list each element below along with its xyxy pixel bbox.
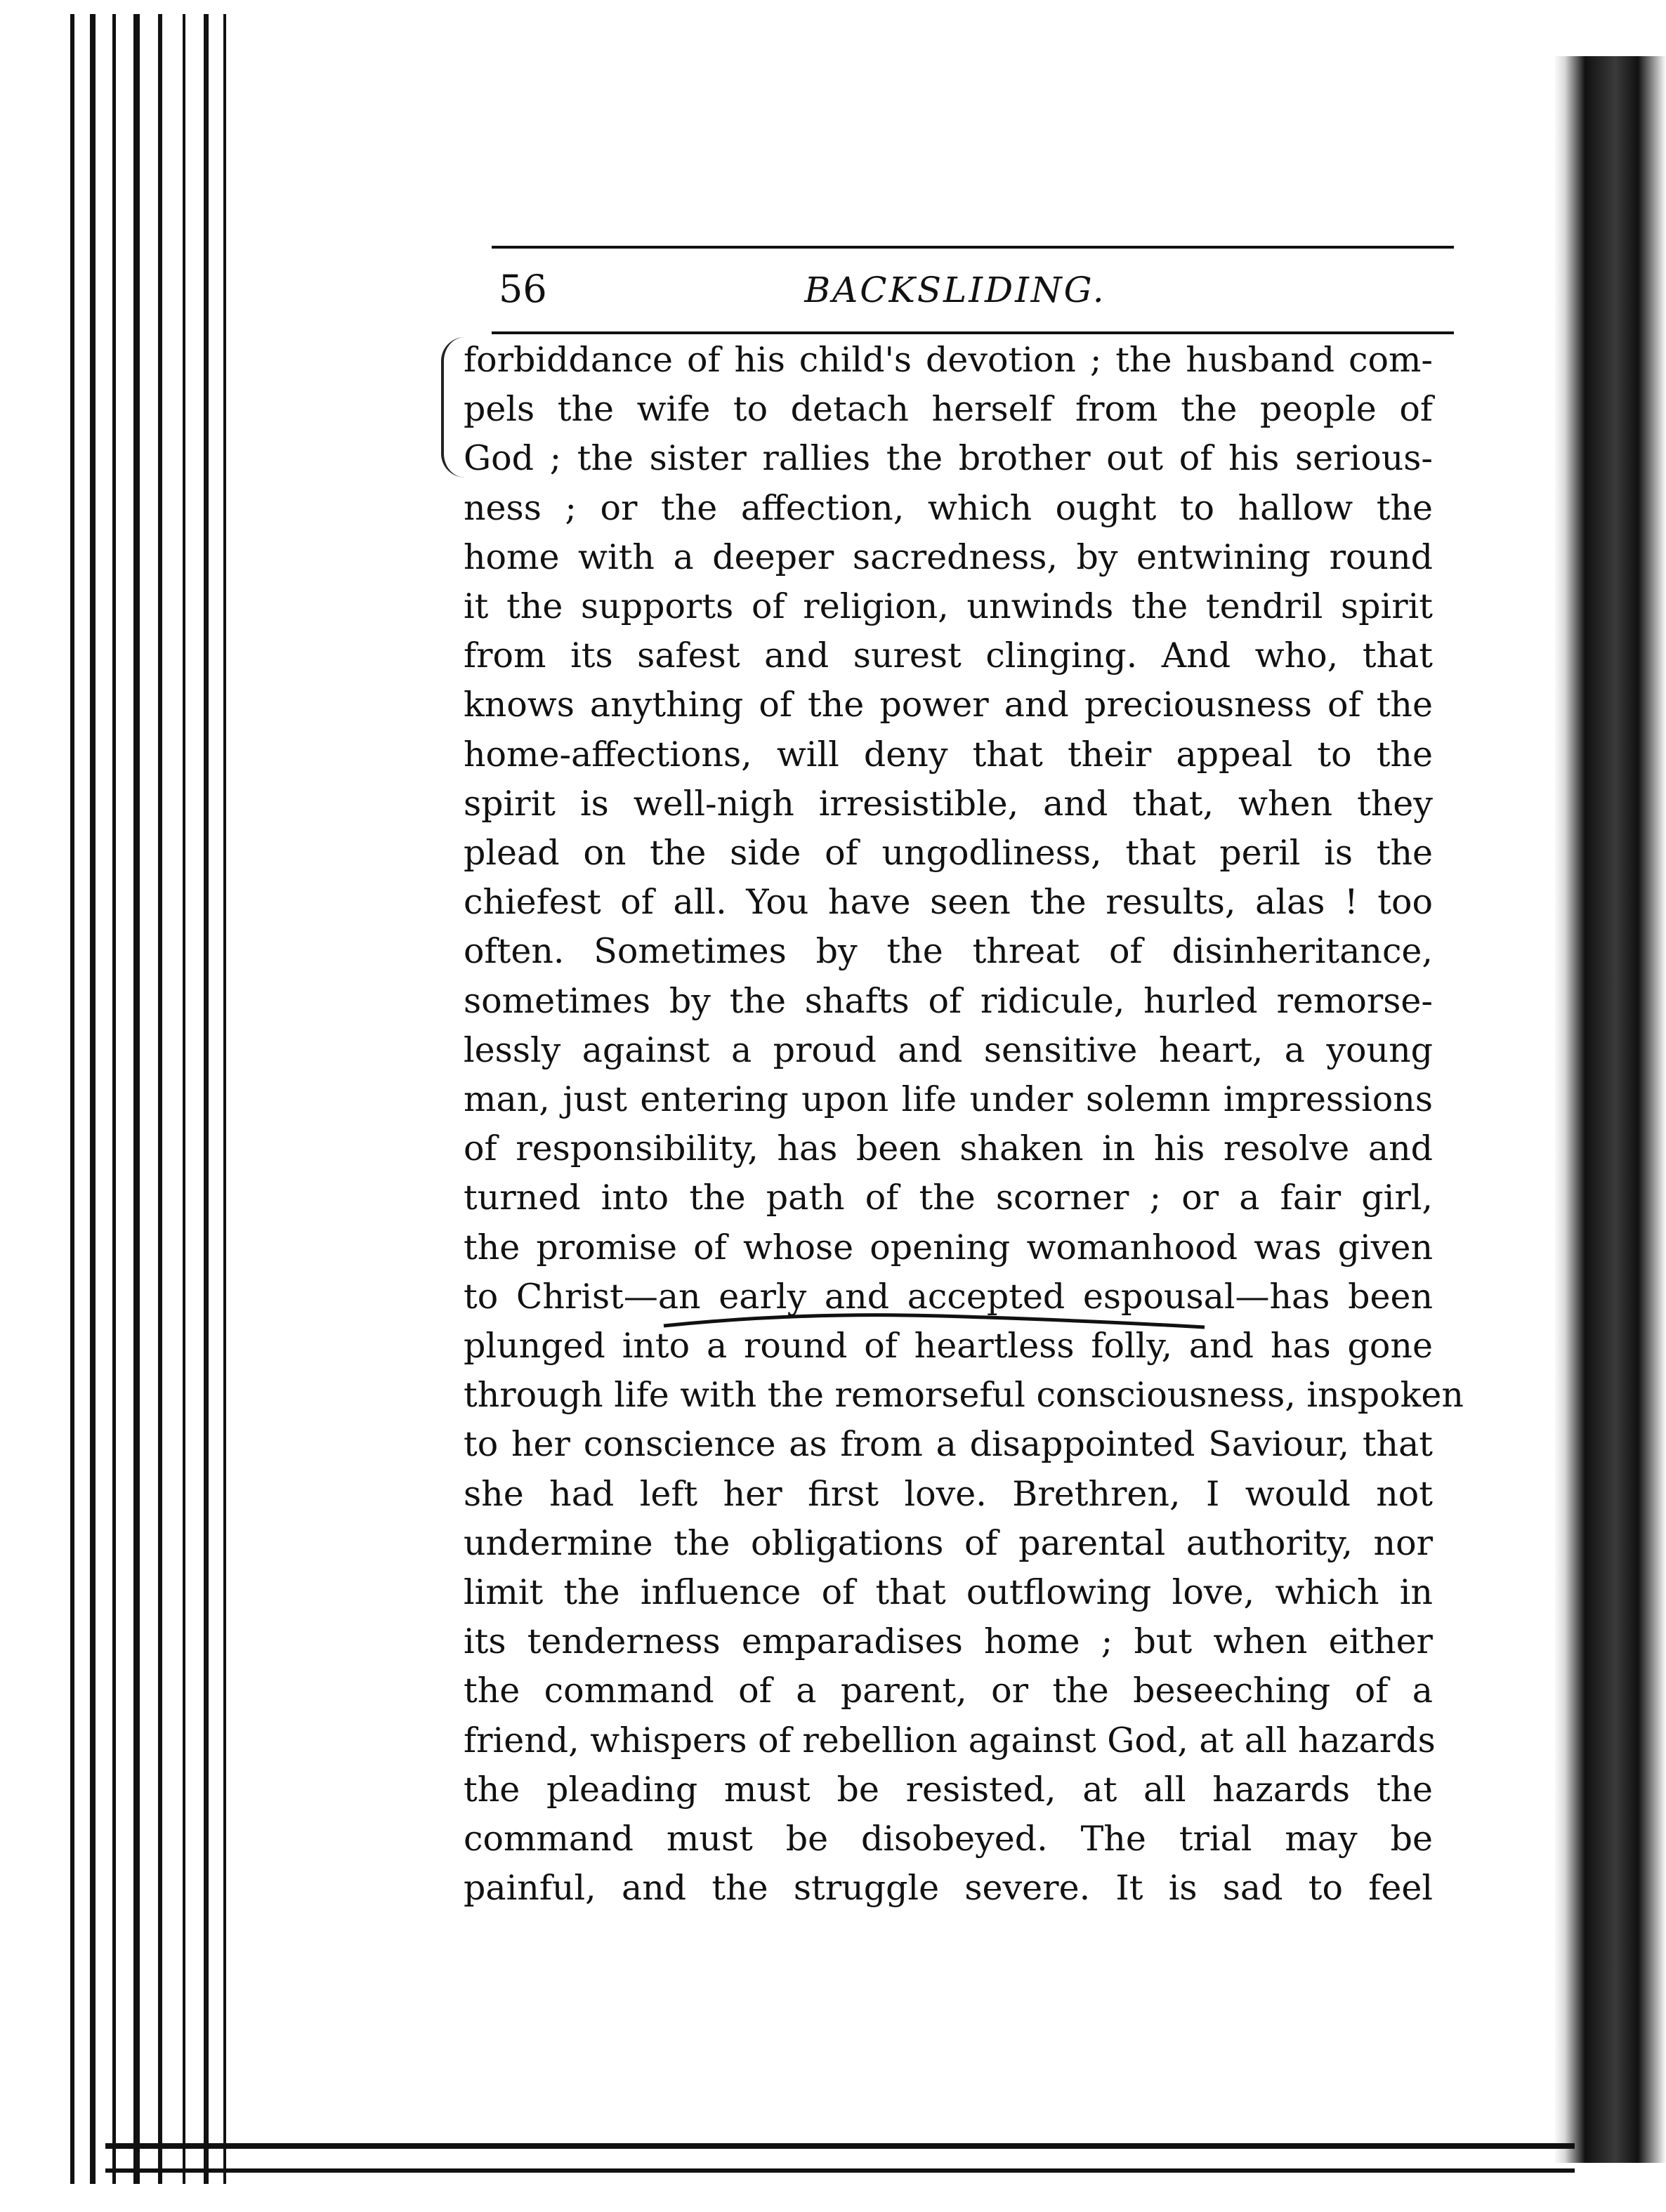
text-line: to Christ—an early and accepted espousal—has been xyxy=(464,1276,1433,1317)
running-title: BACKSLIDING. xyxy=(804,270,1106,310)
text-line: plunged into a round of heartless folly, and has gone xyxy=(464,1326,1433,1367)
text-line: home with a deeper sacredness, by entwining round xyxy=(464,536,1433,577)
text-line: often. Sometimes by the threat of disinheritance, xyxy=(464,931,1433,972)
text-line: from its safest and surest clinging. And who, that xyxy=(464,636,1433,676)
text-line: limit the influence of that outflowing love, which in xyxy=(464,1572,1433,1613)
text-line: it the supports of religion, unwinds the tendril spirit xyxy=(464,586,1433,627)
text-line: chiefest of all. You have seen the results, alas ! too xyxy=(464,882,1433,923)
text-line: the command of a parent, or the beseeching of a xyxy=(464,1671,1433,1711)
text-line: friend, whispers of rebellion against God, at all hazards xyxy=(464,1720,1436,1760)
text-line: lessly against a proud and sensitive heart, a young xyxy=(464,1029,1433,1070)
text-line: she had left her first love. Brethren, I would not xyxy=(464,1473,1433,1514)
page-header xyxy=(478,267,1433,330)
margin-bracket-mark xyxy=(441,337,465,478)
text-line: knows anything of the power and preciousness of the xyxy=(464,685,1433,725)
text-line: turned into the path of the scorner ; or a fair girl, xyxy=(464,1178,1433,1218)
bottom-page-edge xyxy=(105,2143,1575,2173)
text-line: ness ; or the affection, which ought to hallow the xyxy=(464,487,1433,528)
text-line: man, just entering upon life under solemn impressions xyxy=(464,1079,1433,1120)
text-line: pels the wife to detach herself from the people of xyxy=(464,389,1433,430)
page-edges xyxy=(70,0,232,2212)
text-line: through life with the remorseful consciousness, inspoken xyxy=(464,1375,1464,1416)
header-rule xyxy=(492,331,1454,334)
text-line: plead on the side of ungodliness, that peril is the xyxy=(464,833,1433,874)
text-line: to her conscience as from a disappointed Saviour, that xyxy=(464,1424,1433,1465)
handwritten-underline xyxy=(660,1306,1208,1334)
text-line: the pleading must be resisted, at all hazards the xyxy=(464,1769,1433,1810)
text-line: command must be disobeyed. The trial may be xyxy=(464,1819,1433,1859)
text-line: the promise of whose opening womanhood was given xyxy=(464,1227,1433,1268)
text-line: home-affections, will deny that their appeal to the xyxy=(464,734,1433,775)
text-line: God ; the sister rallies the brother out of his serious- xyxy=(464,438,1433,479)
text-line: forbiddance of his child's devotion ; the husband com- xyxy=(464,340,1433,380)
text-line: sometimes by the shafts of ridicule, hurled remorse- xyxy=(464,980,1433,1021)
body-text xyxy=(464,336,1464,1914)
text-line: its tenderness emparadises home ; but when either xyxy=(464,1621,1433,1662)
text-line: of responsibility, has been shaken in his resolve and xyxy=(464,1128,1433,1169)
text-line: spirit is well-nigh irresistible, and that, when they xyxy=(464,783,1433,824)
text-line: painful, and the struggle severe. It is sad to feel xyxy=(464,1868,1433,1909)
text-line: undermine the obligations of parental authority, nor xyxy=(464,1522,1433,1563)
top-rule xyxy=(492,246,1454,249)
book-binding xyxy=(1554,56,1666,2163)
page-number: 56 xyxy=(499,267,547,311)
